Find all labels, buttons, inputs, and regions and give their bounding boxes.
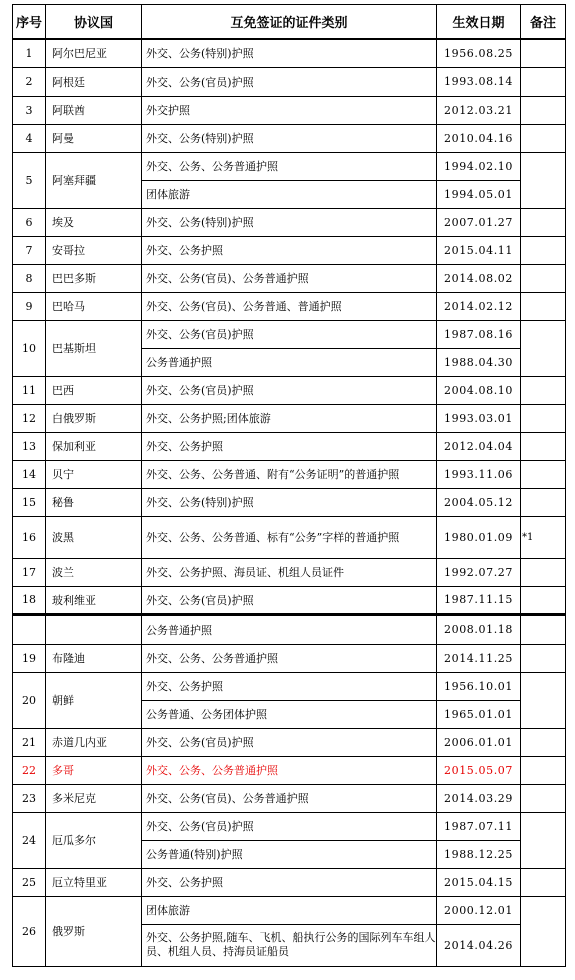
row-date: 2015.04.11 [437,236,521,264]
row-country: 埃及 [46,208,142,236]
row-date: 1993.08.14 [437,67,521,96]
row-note [521,756,566,784]
row-date: 2007.01.27 [437,208,521,236]
row-country: 阿联酋 [46,96,142,124]
row-date: 1994.05.01 [437,180,521,208]
row-country: 巴巴多斯 [46,264,142,292]
row-no: 9 [13,292,46,320]
table-row [13,208,566,236]
row-date: 2014.04.26 [437,924,521,966]
row-date: 1988.04.30 [437,348,521,376]
row-no: 18 [13,586,46,614]
table-row [13,320,566,348]
row-note [521,460,566,488]
table-row [13,96,566,124]
row-passport-type: 公务普通护照 [142,348,437,376]
row-country: 阿根廷 [46,67,142,96]
row-date: 1980.01.09 [437,516,521,558]
row-note [521,672,566,728]
row-country: 白俄罗斯 [46,404,142,432]
table-row [13,868,566,896]
row-note [521,586,566,614]
row-date: 2015.04.15 [437,868,521,896]
row-no: 21 [13,728,46,756]
table-row-highlighted [13,756,566,784]
row-date: 1965.01.01 [437,700,521,728]
table-row [13,812,566,840]
treaty-document [12,4,565,967]
row-country: 贝宁 [46,460,142,488]
row-passport-type: 外交、公务(官员)、公务普通护照 [142,784,437,812]
row-note [521,644,566,672]
row-no: 7 [13,236,46,264]
row-date: 1992.07.27 [437,558,521,586]
row-passport-type: 外交、公务、公务普通、附有“公务证明”的普通护照 [142,460,437,488]
row-passport-type: 外交、公务(官员)护照 [142,376,437,404]
row-passport-type: 外交、公务、公务普通护照 [142,644,437,672]
row-date: 1956.10.01 [437,672,521,700]
row-country: 波黑 [46,516,142,558]
table-row [13,896,566,924]
table-row [13,67,566,96]
row-country: 阿塞拜疆 [46,152,142,208]
table-row [13,460,566,488]
row-passport-type: 公务普通(特别)护照 [142,840,437,868]
row-passport-type: 外交、公务(官员)护照 [142,586,437,614]
row-no: 10 [13,320,46,376]
table-row [13,728,566,756]
row-date: 1993.03.01 [437,404,521,432]
table-row [13,784,566,812]
row-note [521,376,566,404]
row-no: 22 [13,756,46,784]
row-note [521,292,566,320]
row-passport-type: 外交、公务、公务普通护照 [142,152,437,180]
row-country: 赤道几内亚 [46,728,142,756]
row-passport-type: 外交、公务(官员)护照 [142,728,437,756]
visa-exemption-table [12,4,566,967]
row-no: 24 [13,812,46,868]
row-passport-type: 团体旅游 [142,180,437,208]
row-no: 25 [13,868,46,896]
row-note [521,896,566,966]
row-passport-type: 外交、公务护照,随车、飞机、船执行公务的国际列车车组人员、机组人员、持海员证船员 [142,924,437,966]
table-row [13,124,566,152]
row-no: 19 [13,644,46,672]
row-note [521,208,566,236]
row-no: 17 [13,558,46,586]
row-no [13,614,46,644]
row-note [521,236,566,264]
header-passport-type: 互免签证的证件类别 [142,5,437,40]
row-date: 2000.12.01 [437,896,521,924]
row-note [521,868,566,896]
table-row [13,672,566,700]
header-no: 序号 [13,5,46,40]
row-date: 2004.05.12 [437,488,521,516]
row-note [521,152,566,208]
row-passport-type: 外交、公务(特别)护照 [142,124,437,152]
row-date: 1987.07.11 [437,812,521,840]
row-passport-type: 外交、公务护照 [142,236,437,264]
row-passport-type: 外交、公务护照 [142,868,437,896]
table-row [13,152,566,180]
row-date: 2006.01.01 [437,728,521,756]
row-date: 2008.01.18 [437,614,521,644]
row-date: 2014.02.12 [437,292,521,320]
row-no: 20 [13,672,46,728]
row-passport-type: 外交、公务、公务普通、标有“公务”字样的普通护照 [142,516,437,558]
row-passport-type: 公务普通护照 [142,614,437,644]
row-no: 3 [13,96,46,124]
row-passport-type: 团体旅游 [142,896,437,924]
row-note [521,558,566,586]
row-passport-type: 公务普通、公务团体护照 [142,700,437,728]
row-note: *1 [521,516,566,558]
row-no: 16 [13,516,46,558]
row-no: 1 [13,39,46,67]
row-country: 安哥拉 [46,236,142,264]
row-date: 2012.03.21 [437,96,521,124]
row-passport-type: 外交、公务护照;团体旅游 [142,404,437,432]
row-country: 多哥 [46,756,142,784]
row-date: 2015.05.07 [437,756,521,784]
header-notes: 备注 [521,5,566,40]
row-note [521,39,566,67]
row-no: 26 [13,896,46,966]
row-date: 2012.04.04 [437,432,521,460]
table-row [13,614,566,644]
table-header-row [13,5,566,40]
row-country: 巴西 [46,376,142,404]
row-no: 13 [13,432,46,460]
table-row [13,558,566,586]
row-country: 朝鲜 [46,672,142,728]
table-row [13,236,566,264]
row-country: 多米尼克 [46,784,142,812]
row-passport-type: 外交、公务(官员)、公务普通、普通护照 [142,292,437,320]
row-passport-type: 外交、公务(官员)护照 [142,67,437,96]
row-note [521,124,566,152]
row-country: 保加利亚 [46,432,142,460]
row-date: 2010.04.16 [437,124,521,152]
row-no: 12 [13,404,46,432]
row-country: 巴哈马 [46,292,142,320]
row-note [521,320,566,376]
row-country: 巴基斯坦 [46,320,142,376]
row-note [521,488,566,516]
row-country: 阿曼 [46,124,142,152]
row-passport-type: 外交护照 [142,96,437,124]
row-no: 15 [13,488,46,516]
row-note [521,728,566,756]
row-country: 秘鲁 [46,488,142,516]
row-country: 厄立特里亚 [46,868,142,896]
row-note [521,264,566,292]
row-passport-type: 外交、公务(特别)护照 [142,208,437,236]
table-row [13,264,566,292]
row-country [46,614,142,644]
row-passport-type: 外交、公务(官员)护照 [142,812,437,840]
row-passport-type: 外交、公务、公务普通护照 [142,756,437,784]
table-row [13,432,566,460]
header-effective-date: 生效日期 [437,5,521,40]
row-date: 1994.02.10 [437,152,521,180]
row-no: 5 [13,152,46,208]
row-date: 1987.08.16 [437,320,521,348]
row-note [521,404,566,432]
row-country: 波兰 [46,558,142,586]
row-passport-type: 外交、公务护照 [142,432,437,460]
table-row [13,586,566,614]
row-passport-type: 外交、公务(特别)护照 [142,39,437,67]
row-country: 俄罗斯 [46,896,142,966]
row-date: 2014.03.29 [437,784,521,812]
row-note [521,67,566,96]
row-date: 1988.12.25 [437,840,521,868]
table-row [13,404,566,432]
row-date: 1987.11.15 [437,586,521,614]
row-date: 1956.08.25 [437,39,521,67]
row-country: 阿尔巴尼亚 [46,39,142,67]
row-note [521,784,566,812]
row-note [521,96,566,124]
row-note [521,432,566,460]
table-row [13,644,566,672]
row-no: 4 [13,124,46,152]
table-row [13,516,566,558]
row-passport-type: 外交、公务护照 [142,672,437,700]
table-row [13,39,566,67]
row-country: 布隆迪 [46,644,142,672]
row-no: 23 [13,784,46,812]
row-date: 2014.08.02 [437,264,521,292]
row-no: 14 [13,460,46,488]
row-passport-type: 外交、公务(官员)、公务普通护照 [142,264,437,292]
table-body [13,39,566,966]
row-passport-type: 外交、公务(官员)护照 [142,320,437,348]
row-note [521,614,566,644]
row-date: 2014.11.25 [437,644,521,672]
row-note [521,812,566,868]
row-country: 厄瓜多尔 [46,812,142,868]
row-no: 11 [13,376,46,404]
table-row [13,376,566,404]
row-no: 6 [13,208,46,236]
header-country: 协议国 [46,5,142,40]
row-no: 8 [13,264,46,292]
table-row [13,292,566,320]
row-date: 1993.11.06 [437,460,521,488]
row-passport-type: 外交、公务护照、海员证、机组人员证件 [142,558,437,586]
row-country: 玻利维亚 [46,586,142,614]
row-date: 2004.08.10 [437,376,521,404]
row-no: 2 [13,67,46,96]
table-row [13,488,566,516]
row-passport-type: 外交、公务(特别)护照 [142,488,437,516]
